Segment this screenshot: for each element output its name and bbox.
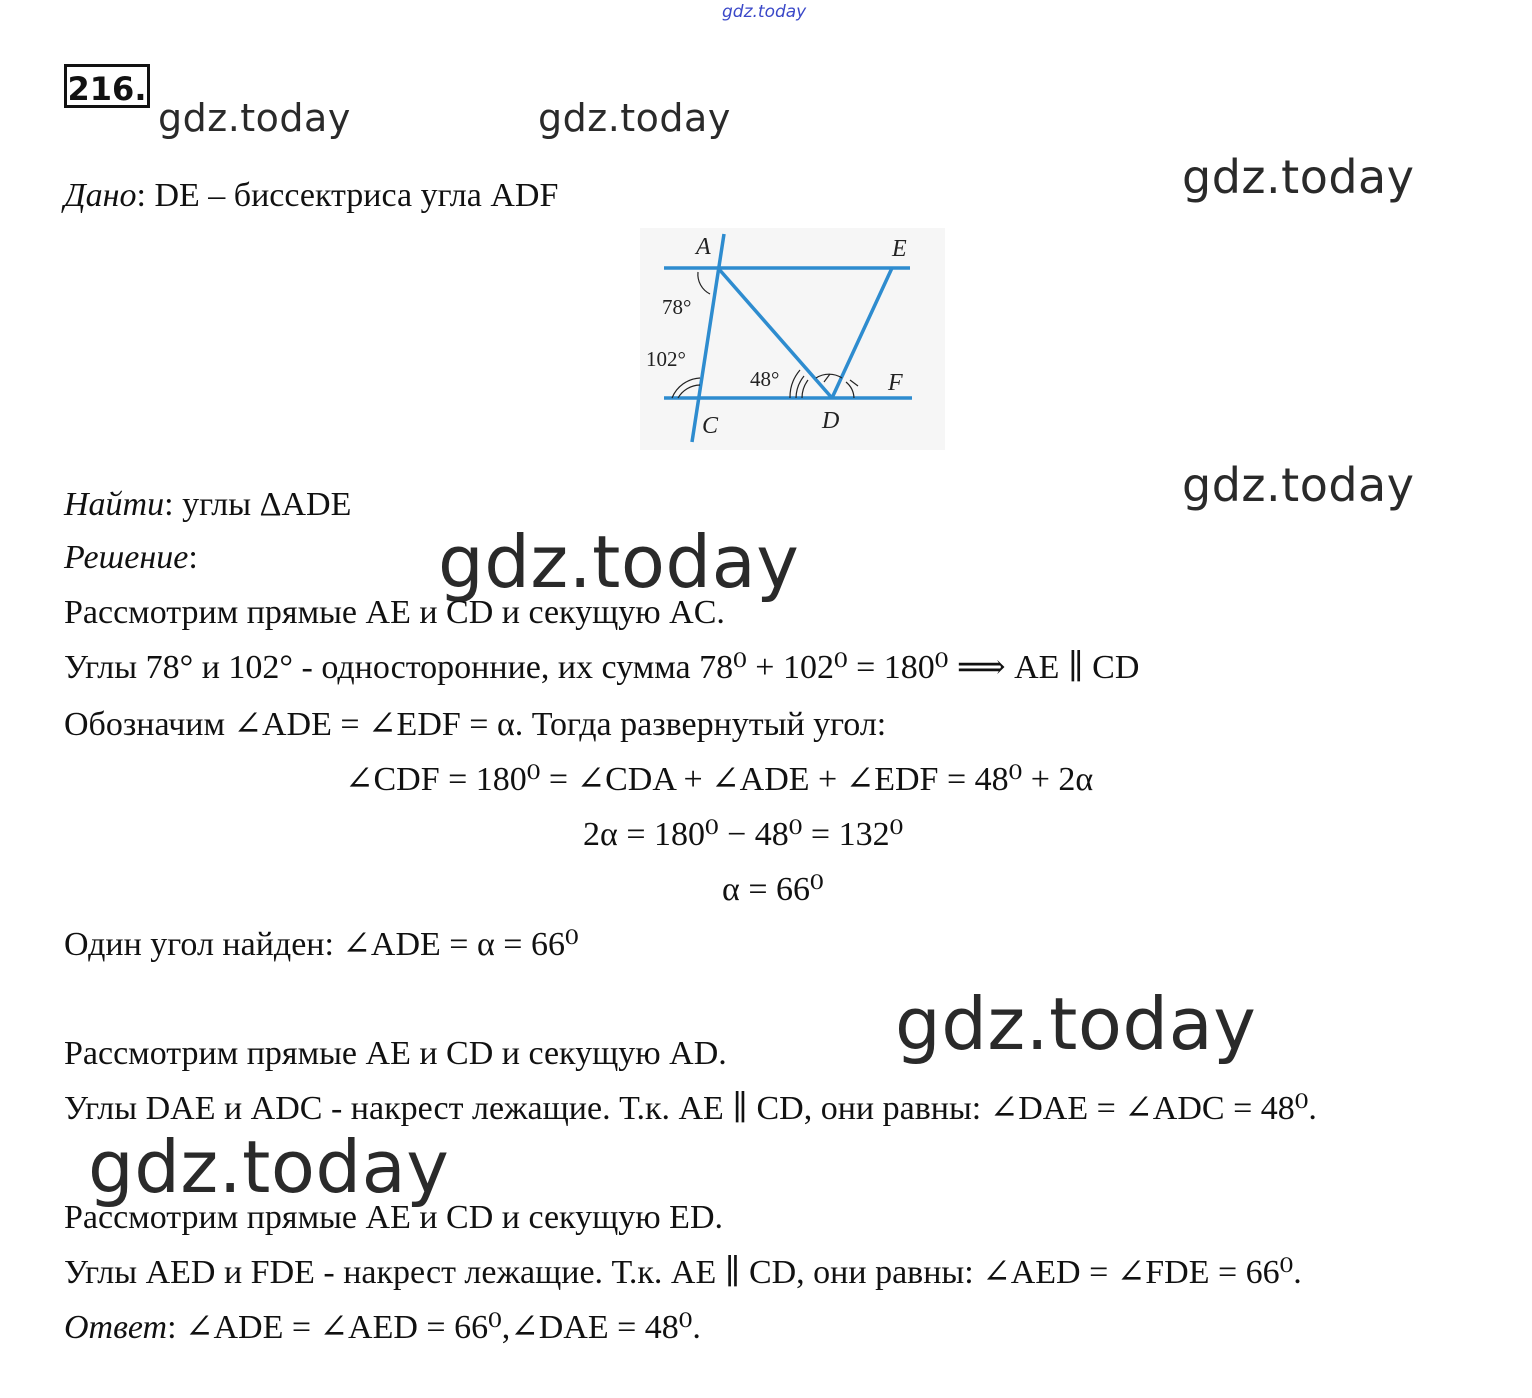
solution-line: Углы 78° и 102° - односторонние, их сумма 78⁰ + 102⁰ = 180⁰ ⟹ AE ∥ CD [64, 649, 1140, 686]
label-a: A [696, 234, 711, 260]
label-e: E [892, 236, 907, 262]
solution-line: Рассмотрим прямые AE и CD и секущую AD. [64, 1035, 727, 1072]
figure-lines [664, 234, 912, 442]
equation: 2α = 180⁰ − 48⁰ = 132⁰ [583, 816, 904, 853]
label-f: F [888, 370, 903, 396]
solution-heading: Решение: [64, 539, 198, 576]
watermark-top: gdz.today [722, 2, 807, 22]
answer-label: Ответ [64, 1309, 168, 1346]
label-c: C [702, 413, 719, 439]
solution-label: Решение [64, 539, 189, 576]
watermark: gdz.today [158, 96, 351, 140]
given-line: Дано: DE – биссектриса угла ADF [64, 177, 559, 214]
solution-line: Рассмотрим прямые AE и CD и секущую ED. [64, 1199, 723, 1236]
angle-102-label: 102° [646, 347, 686, 371]
problem-number: 216. [64, 64, 150, 108]
given-text: DE – биссектриса угла ADF [154, 177, 559, 214]
find-label: Найти [64, 486, 165, 523]
watermark: gdz.today [1182, 458, 1415, 512]
label-d: D [822, 408, 840, 434]
solution-line: Один угол найден: ∠ADE = α = 66⁰ [64, 926, 579, 963]
answer-line: Ответ: ∠ADE = ∠AED = 66⁰,∠DAE = 48⁰. [64, 1309, 701, 1346]
solution-line: Углы DAE и ADC - накрест лежащие. Т.к. AE ∥ CD, они равны: ∠DAE = ∠ADC = 48⁰. [64, 1090, 1317, 1127]
watermark: gdz.today [438, 520, 800, 604]
solution-line: Углы AED и FDE - накрест лежащие. Т.к. AE ∥ CD, они равны: ∠AED = ∠FDE = 66⁰. [64, 1254, 1302, 1291]
find-text: углы ΔADE [182, 486, 352, 523]
find-line: Найти: углы ΔADE [64, 486, 352, 523]
segment-ed [832, 268, 892, 398]
angle-48-label: 48° [750, 367, 780, 391]
geometry-figure [640, 228, 945, 450]
watermark: gdz.today [1182, 150, 1415, 204]
watermark: gdz.today [538, 96, 731, 140]
equation: ∠CDF = 180⁰ = ∠CDA + ∠ADE + ∠EDF = 48⁰ + 2α [345, 761, 1094, 798]
solution-line: Рассмотрим прямые AE и CD и секущую AC. [64, 594, 725, 631]
answer-text: ∠ADE = ∠AED = 66⁰,∠DAE = 48⁰. [185, 1309, 701, 1346]
watermark: gdz.today [88, 1125, 450, 1209]
given-label: Дано [64, 177, 137, 214]
solution-line: Обозначим ∠ADE = ∠EDF = α. Тогда развернутый угол: [64, 706, 887, 743]
secant-ac [692, 234, 724, 442]
angle-78-label: 78° [662, 295, 692, 319]
equation: α = 66⁰ [722, 871, 824, 908]
watermark: gdz.today [895, 982, 1257, 1066]
